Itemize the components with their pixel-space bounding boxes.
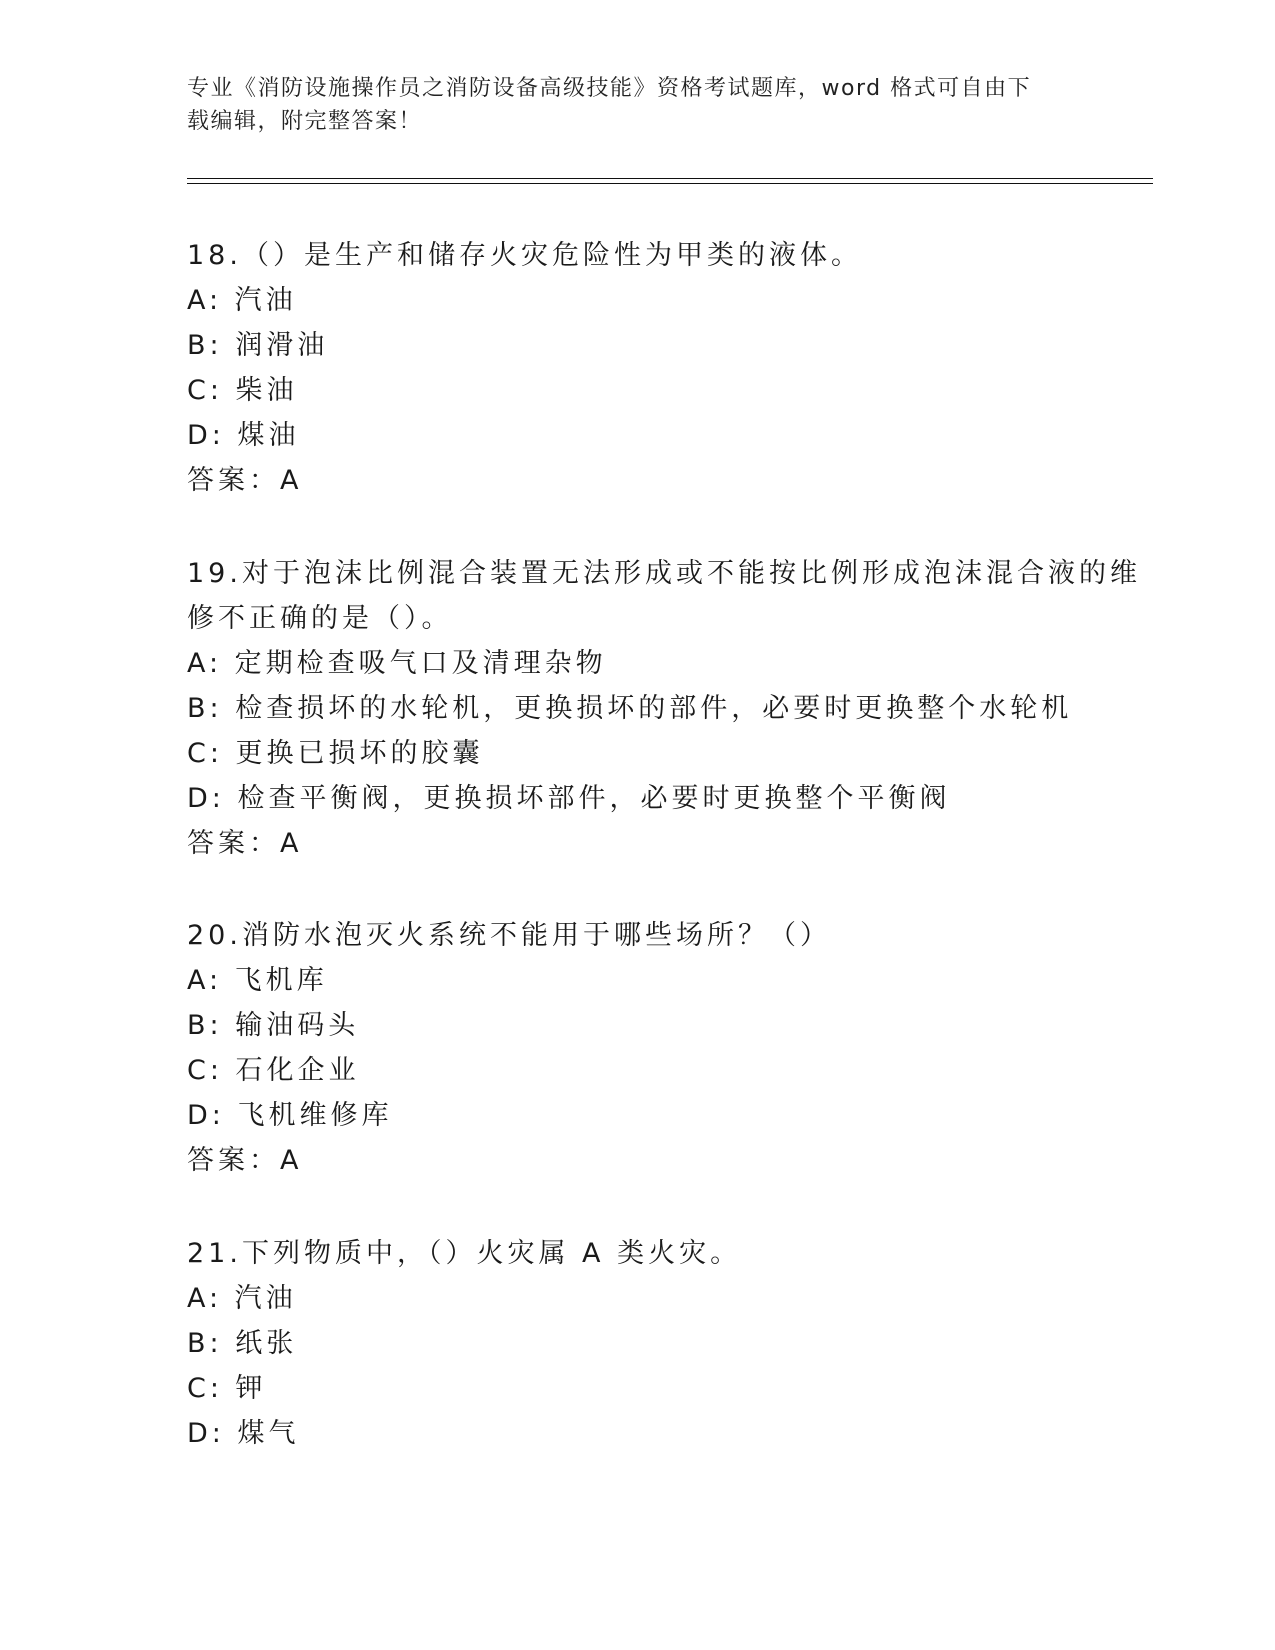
- option-b: B: 输油码头: [187, 1010, 360, 1041]
- question-stem: 18.（）是生产和储存火灾危险性为甲类的液体。: [187, 240, 862, 271]
- option-b: B: 纸张: [187, 1328, 298, 1359]
- option-b: B: 检查损坏的水轮机，更换损坏的部件，必要时更换整个水轮机: [187, 693, 1073, 724]
- option-a: A: 汽油: [187, 1283, 297, 1314]
- answer: 答案：A: [187, 465, 303, 496]
- option-d: D: 飞机维修库: [187, 1100, 393, 1131]
- question-stem-line-1: 19.对于泡沫比例混合装置无法形成或不能按比例形成泡沫混合液的维: [187, 558, 1141, 589]
- header-line-2: 载编辑，附完整答案！: [187, 109, 423, 134]
- option-d: D: 检查平衡阀，更换损坏部件，必要时更换整个平衡阀: [187, 783, 951, 814]
- question-stem: 20.消防水泡灭火系统不能用于哪些场所？（）: [187, 920, 831, 951]
- option-d: D: 煤气: [187, 1418, 300, 1449]
- option-a: A: 飞机库: [187, 965, 328, 996]
- document-header: [187, 72, 1067, 138]
- question-stem: 21.下列物质中，（）火灾属 A 类火灾。: [187, 1238, 742, 1269]
- answer: 答案：A: [187, 828, 303, 859]
- option-c: C: 钾: [187, 1373, 267, 1404]
- option-d: D: 煤油: [187, 420, 300, 451]
- option-c: C: 柴油: [187, 375, 298, 406]
- option-a: A: 定期检查吸气口及清理杂物: [187, 648, 607, 679]
- option-c: C: 石化企业: [187, 1055, 360, 1086]
- question-stem-line-2: 修不正确的是（）。: [187, 603, 453, 634]
- header-divider-top: [187, 178, 1153, 179]
- option-a: A: 汽油: [187, 285, 297, 316]
- header-divider-bottom: [187, 183, 1153, 184]
- option-c: C: 更换已损坏的胶囊: [187, 738, 484, 769]
- answer: 答案：A: [187, 1145, 303, 1176]
- header-line-1: 专业《消防设施操作员之消防设备高级技能》资格考试题库，word 格式可自由下: [187, 76, 1032, 101]
- option-b: B: 润滑油: [187, 330, 329, 361]
